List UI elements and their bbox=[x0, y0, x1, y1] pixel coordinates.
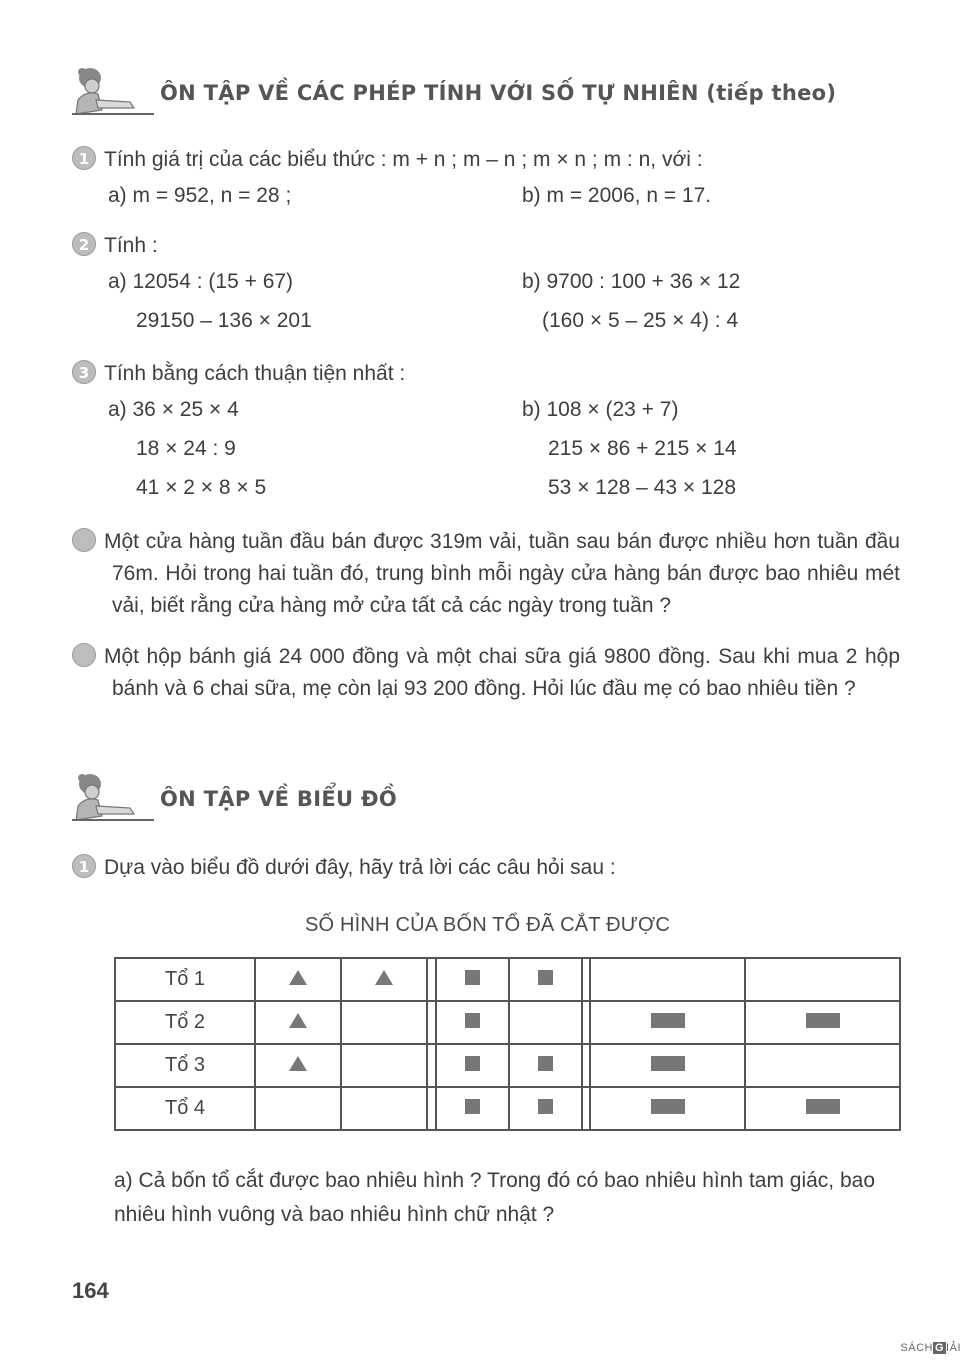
rectangle-mark bbox=[806, 1013, 840, 1028]
chart-cell bbox=[436, 1087, 509, 1130]
question-a: a) Cả bốn tổ cắt được bao nhiêu hình ? Trong đó có bao nhiêu hình tam giác, bao nhiêu hình vuông và bao nhiêu hình chữ nhật ? bbox=[114, 1169, 876, 1226]
girl-reading-icon bbox=[68, 64, 156, 122]
pictograph-table bbox=[114, 957, 901, 1131]
chart-title: SỐ HÌNH CỦA BỐN TỔ ĐÃ CẮT ĐƯỢC bbox=[304, 914, 671, 936]
triangle-mark bbox=[289, 1056, 307, 1071]
exercise-5-text: Một hộp bánh giá 24 000 đồng và một chai sữa giá 9800 đồng. Sau khi mua 2 hộp bánh và 6 chai sữa, mẹ còn lại 93 200 đồng. Hỏi lúc đầu mẹ có bao nhiêu tiền ? bbox=[104, 645, 900, 700]
chart-cell bbox=[255, 1001, 341, 1044]
chart-row-label: Tổ 3 bbox=[115, 1044, 255, 1087]
girl-reading-icon bbox=[68, 770, 156, 828]
square-mark bbox=[538, 1056, 553, 1071]
chart-cell bbox=[590, 958, 745, 1001]
exercise-3-row-2 bbox=[72, 429, 905, 468]
chart-cell bbox=[590, 1001, 745, 1044]
exercise-2 bbox=[72, 230, 905, 340]
exercise-1-prompt bbox=[72, 144, 905, 176]
watermark-logo bbox=[900, 1342, 961, 1354]
exercise-3 bbox=[72, 358, 905, 507]
exercise-3-text: Tính bằng cách thuận tiện nhất : bbox=[104, 362, 406, 385]
exercise-5-text-wrap bbox=[58, 641, 900, 705]
exercise-number-badge: 1 bbox=[72, 146, 96, 170]
exercise-1 bbox=[72, 144, 905, 215]
chart-cell bbox=[427, 1044, 436, 1087]
section-title-1: ÔN TẬP VỀ CÁC PHÉP TÍNH VỚI SỐ TỰ NHIÊN (tiếp theo) bbox=[160, 81, 837, 105]
section-title-2: ÔN TẬP VỀ BIỂU ĐỒ bbox=[160, 787, 398, 811]
chart-cell bbox=[745, 958, 900, 1001]
exercise-2-b1: b) 9700 : 100 + 36 × 12 bbox=[522, 270, 741, 293]
chart-row bbox=[115, 1044, 900, 1087]
triangle-mark bbox=[289, 970, 307, 985]
exercise-2-prompt bbox=[72, 230, 905, 262]
chart-row bbox=[115, 1087, 900, 1130]
exercise-3-a3: 41 × 2 × 8 × 5 bbox=[136, 476, 267, 499]
chart-cell bbox=[255, 1087, 341, 1130]
chart-cell bbox=[582, 1044, 591, 1087]
exercise-3-row-3 bbox=[72, 468, 905, 507]
exercise-3-row-1 bbox=[72, 390, 905, 429]
chart-cell bbox=[590, 1044, 745, 1087]
chart-cell bbox=[509, 958, 582, 1001]
chart-cell bbox=[582, 958, 591, 1001]
exercise-4 bbox=[58, 526, 900, 622]
watermark-g: G bbox=[934, 1342, 945, 1354]
chart-cell bbox=[509, 1087, 582, 1130]
exercise-chart-prompt bbox=[72, 852, 905, 884]
chart-cell bbox=[427, 1087, 436, 1130]
square-mark bbox=[465, 1056, 480, 1071]
square-mark bbox=[465, 970, 480, 985]
rectangle-mark bbox=[651, 1056, 685, 1071]
exercise-2-text: Tính : bbox=[104, 234, 158, 257]
exercise-3-prompt bbox=[72, 358, 905, 390]
chart-row-label: Tổ 4 bbox=[115, 1087, 255, 1130]
chart-cell bbox=[255, 1044, 341, 1087]
chart-cell bbox=[436, 1001, 509, 1044]
section-header-1 bbox=[68, 64, 836, 122]
chart-row-label: Tổ 2 bbox=[115, 1001, 255, 1044]
exercise-3-a2: 18 × 24 : 9 bbox=[136, 437, 236, 460]
chart-row bbox=[115, 958, 900, 1001]
exercise-2-row-2 bbox=[72, 301, 905, 340]
exercise-5 bbox=[58, 641, 900, 705]
exercise-chart-text: Dựa vào biểu đồ dưới đây, hãy trả lời các câu hỏi sau : bbox=[104, 856, 616, 879]
chart-cell bbox=[341, 1001, 427, 1044]
exercise-number-badge: 1 bbox=[72, 854, 96, 878]
square-mark bbox=[538, 970, 553, 985]
rectangle-mark bbox=[806, 1099, 840, 1114]
exercise-number-badge: 4 bbox=[72, 528, 96, 552]
exercise-1-a: a) m = 952, n = 28 ; bbox=[108, 184, 292, 207]
chart-cell bbox=[590, 1087, 745, 1130]
exercise-2-a1: a) 12054 : (15 + 67) bbox=[108, 270, 294, 293]
chart-cell bbox=[341, 958, 427, 1001]
square-mark bbox=[538, 1099, 553, 1114]
chart-cell bbox=[341, 1044, 427, 1087]
exercise-2-a2: 29150 – 136 × 201 bbox=[136, 309, 312, 332]
exercise-chart bbox=[72, 852, 905, 884]
exercise-2-row-1 bbox=[72, 262, 905, 301]
chart-cell bbox=[255, 958, 341, 1001]
exercise-1-b: b) m = 2006, n = 17. bbox=[522, 184, 712, 207]
square-mark bbox=[465, 1013, 480, 1028]
exercise-2-b2: (160 × 5 – 25 × 4) : 4 bbox=[542, 309, 739, 332]
chart-cell bbox=[436, 958, 509, 1001]
chart-cell bbox=[509, 1044, 582, 1087]
exercise-number-badge: 3 bbox=[72, 360, 96, 384]
chart-cell bbox=[436, 1044, 509, 1087]
exercise-3-b3: 53 × 128 – 43 × 128 bbox=[548, 476, 737, 499]
square-mark bbox=[465, 1099, 480, 1114]
chart-cell bbox=[341, 1087, 427, 1130]
exercise-4-text: Một cửa hàng tuần đầu bán được 319m vải, tuần sau bán được nhiều hơn tuần đầu 76m. Hỏi trong hai tuần đó, trung bình mỗi ngày cửa hàng bán được bao nhiêu mét vải, biết rằng cửa hàng mở cửa tất cả các ngày trong tuần ? bbox=[104, 530, 900, 617]
chart-cell bbox=[745, 1044, 900, 1087]
watermark-pre: SÁCH bbox=[900, 1342, 933, 1354]
exercise-number-badge: 2 bbox=[72, 232, 96, 256]
exercise-3-b2: 215 × 86 + 215 × 14 bbox=[548, 437, 737, 460]
chart-cell bbox=[509, 1001, 582, 1044]
chart-cell bbox=[427, 958, 436, 1001]
exercise-1-row bbox=[72, 176, 905, 215]
chart-cell bbox=[745, 1001, 900, 1044]
exercise-3-a1: a) 36 × 25 × 4 bbox=[108, 398, 239, 421]
exercise-4-text-wrap bbox=[58, 526, 900, 622]
exercise-number-badge: 5 bbox=[72, 643, 96, 667]
chart-cell bbox=[745, 1087, 900, 1130]
page-number: 164 bbox=[72, 1278, 109, 1303]
chart-cell bbox=[427, 1001, 436, 1044]
rectangle-mark bbox=[651, 1013, 685, 1028]
rectangle-mark bbox=[651, 1099, 685, 1114]
triangle-mark bbox=[375, 970, 393, 985]
watermark-post: IẢI bbox=[946, 1342, 961, 1354]
exercise-3-b1: b) 108 × (23 + 7) bbox=[522, 398, 679, 421]
section-header-2 bbox=[68, 770, 397, 828]
chart-cell bbox=[582, 1087, 591, 1130]
chart-row bbox=[115, 1001, 900, 1044]
chart-row-label: Tổ 1 bbox=[115, 958, 255, 1001]
chart-cell bbox=[582, 1001, 591, 1044]
exercise-1-text: Tính giá trị của các biểu thức : m + n ; m – n ; m × n ; m : n, với : bbox=[104, 148, 703, 171]
triangle-mark bbox=[289, 1013, 307, 1028]
